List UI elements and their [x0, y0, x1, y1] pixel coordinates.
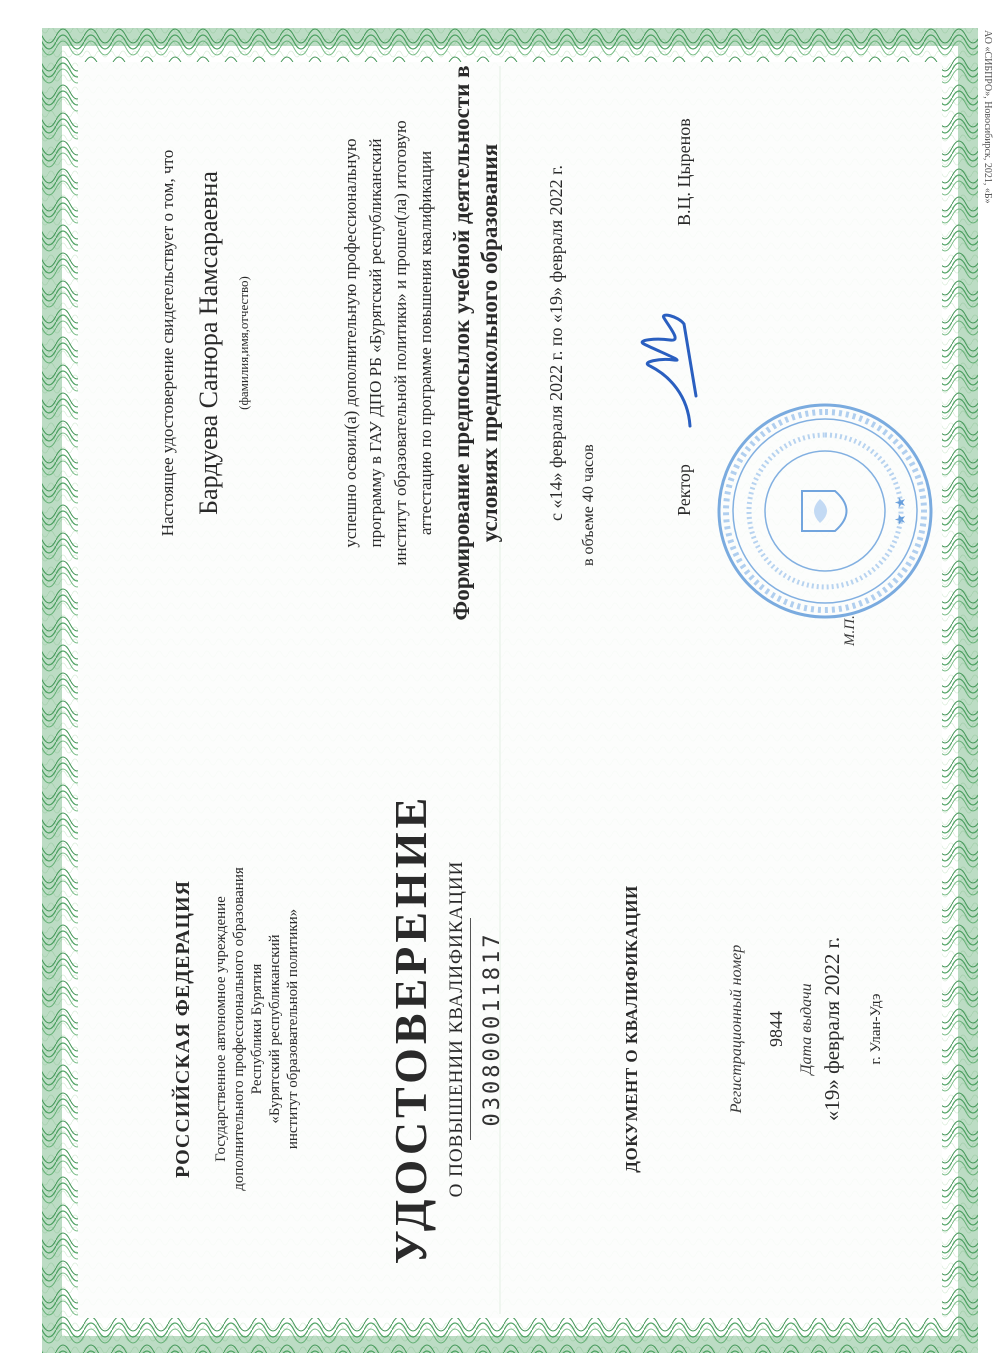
stamp-place: М.П. — [842, 615, 858, 646]
full-name: Бардуева Санюра Намсараевна — [194, 171, 223, 515]
course-title — [448, 0, 504, 686]
round-seal — [710, 396, 940, 626]
intro-text: Настоящее удостоверение свидетельствует о том, что — [158, 149, 177, 537]
org-line: «Бурятский республиканский — [267, 934, 283, 1124]
org-line: Республики Бурятия — [249, 963, 265, 1095]
study-period: с «14» февраля 2022 г. по «19» февраля 2022 г. — [546, 165, 566, 521]
org-line: Государственное автономное учреждение — [213, 896, 229, 1162]
study-hours: в объеме 40 часов — [580, 444, 597, 566]
registration-label: Регистрационный номер — [728, 944, 745, 1114]
organization-name — [212, 686, 302, 1372]
program-line: программу в ГАУ ДПО РБ «Бурятский республиканский — [366, 138, 385, 548]
course-line: Формирование предпосылок учебной деятельности в — [449, 65, 474, 621]
rector-label: Ректор — [674, 464, 694, 516]
program-line: успешно освоил(а) дополнительную профессиональную — [341, 138, 360, 548]
document-title: УДОСТОВЕРЕНИЕ — [385, 793, 436, 1265]
rector-name: В.Ц. Цыренов — [674, 118, 694, 226]
cover-half — [0, 686, 1000, 1372]
program-line: аттестацию по программе повышения квалификации — [416, 150, 435, 536]
serial-number: 030800011817 — [480, 931, 505, 1127]
subtitle-underline — [470, 918, 472, 1140]
city: г. Улан-Удэ — [868, 993, 884, 1065]
org-line: институт образовательной политики» — [285, 908, 301, 1150]
program-line: институт образовательной политики» и прошел(ла) итоговую — [391, 120, 410, 566]
document-type: ДОКУМЕНТ О КВАЛИФИКАЦИИ — [622, 885, 641, 1173]
issue-date: «19» февраля 2022 г. — [820, 936, 844, 1122]
registration-number: 9844 — [766, 1011, 786, 1047]
printer-note: АО «СИБПРО», Новосибирск, 2021, «Б» — [982, 30, 993, 204]
name-caption: (фамилия,имя,отчество) — [236, 276, 251, 410]
issue-date-label: Дата выдачи — [798, 983, 815, 1075]
svg-text:★ ★: ★ ★ — [893, 496, 909, 526]
document-subtitle: О ПОВЫШЕНИИ КВАЛИФИКАЦИИ — [446, 860, 467, 1198]
program-text — [338, 0, 438, 686]
country-heading: РОССИЙСКАЯ ФЕДЕРАЦИЯ — [172, 880, 194, 1179]
org-line: дополнительного профессионального образования — [231, 867, 247, 1191]
course-line: условиях предшкольного образования — [477, 143, 502, 543]
rector-signature — [630, 286, 710, 436]
